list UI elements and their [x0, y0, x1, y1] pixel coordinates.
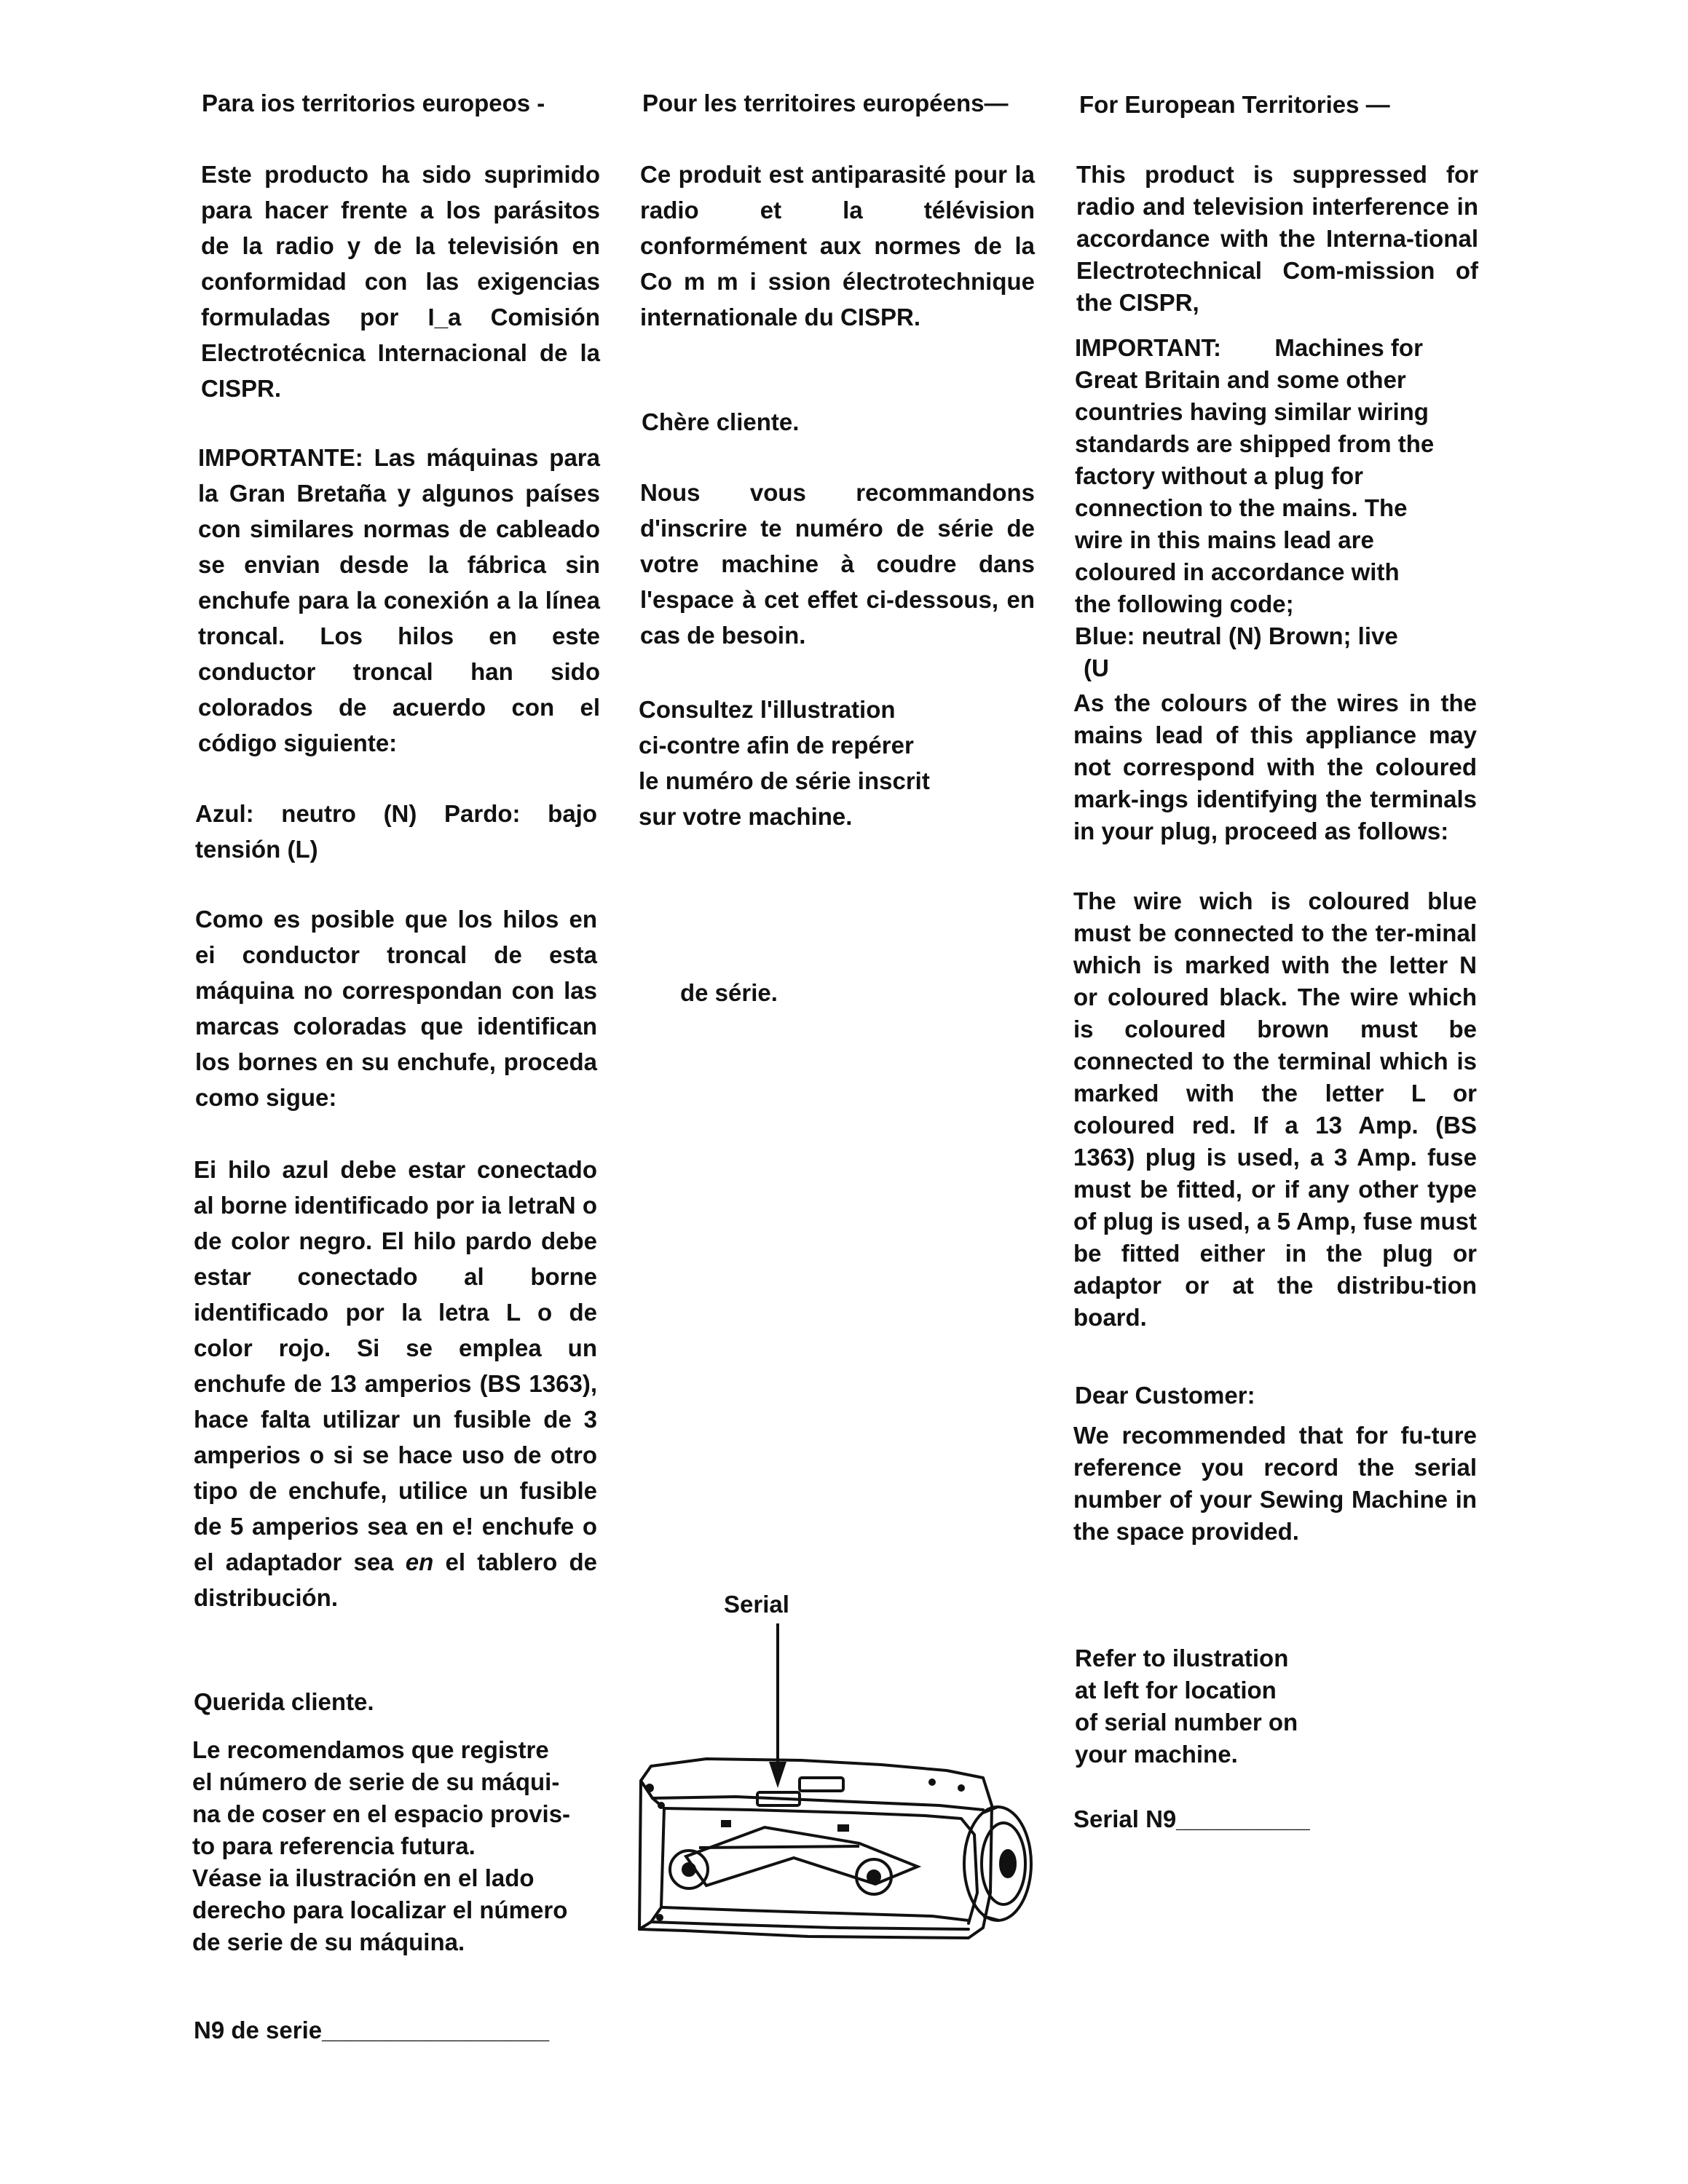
- english-refer-line: of serial number on: [1075, 1709, 1298, 1736]
- spanish-important-paragraph: IMPORTANTE: Las máquinas para la Gran Bretaña y algunos países con similares normas de cableado se envian desde la fábrica sin enchufe para la conexión a la línea troncal. Los hilos en este conductor troncal han sido colorados de acuerdo con el código siguiente:: [198, 444, 600, 756]
- english-dear-customer: Dear Customer:: [1075, 1382, 1255, 1409]
- spanish-record-line: Véase ia ilustración en el lado: [192, 1864, 535, 1891]
- english-refer-paragraph: [1075, 1642, 1298, 1770]
- english-important-line: standards are shipped from the: [1075, 430, 1435, 457]
- spanish-as-colours-paragraph: Como es posible que los hilos en ei conductor troncal de esta máquina no correspondan con las marcas coloradas que identifican los bornes en su enchufe, proceda como sigue:: [195, 906, 597, 1111]
- serial-pointer-arrow: [769, 1623, 786, 1788]
- spanish-colour-code: Azul: neutro (N) Pardo: bajo tensión (L): [195, 800, 597, 863]
- spanish-record-line: derecho para localizar el número: [192, 1896, 568, 1923]
- english-important-line: wire in this mains lead are: [1075, 526, 1374, 553]
- spanish-heading: Para ios territorios europeos -: [202, 90, 545, 116]
- french-record-paragraph: Nous vous recommandons d'inscrire te numéro de série de votre machine à coudre dans l'espace à cet effet ci-dessous, en cas de besoin.: [640, 479, 1035, 649]
- french-refer-line: sur votre machine.: [639, 803, 853, 830]
- french-refer-line: ci-contre afin de repérer: [639, 732, 914, 759]
- spanish-dear-customer: Querida cliente.: [194, 1688, 374, 1715]
- english-important-line: connection to the mains. The: [1075, 494, 1408, 521]
- serial-label: Serial: [724, 1591, 789, 1618]
- spanish-wiring-text-a: Ei hilo azul debe estar conectado al borne identificado por ia letraN o de color negro. El hilo pardo debe estar conectado al borne identificado por la letra L o de color rojo. Si se emplea un enchufe de 13 amperios (BS 1363), hace falta utilizar un fusible de 3 amperios o si se hace uso de otro tipo de enchufe, utilice un fusible de 5 amperios sea en e! enchufe o el adaptador sea: [194, 1156, 597, 1575]
- spanish-record-paragraph: [192, 1734, 570, 1958]
- spanish-record-line: na de coser en el espacio provis-: [192, 1800, 571, 1827]
- french-refer-paragraph: [639, 692, 930, 834]
- french-dear-customer: Chère cliente.: [642, 408, 800, 435]
- english-important-line: the following code;: [1075, 590, 1294, 617]
- sewing-machine-illustration: [619, 1587, 1041, 1966]
- english-important-line: IMPORTANT: Machines for: [1075, 334, 1423, 361]
- english-important-line: countries having similar wiring: [1075, 398, 1429, 425]
- english-refer-line: Refer to ilustration: [1075, 1645, 1289, 1671]
- spanish-record-line: Le recomendamos que registre: [192, 1736, 549, 1763]
- english-serial-number-field: Serial N9__________: [1073, 1805, 1310, 1832]
- spanish-wiring-emphasis: en: [405, 1548, 434, 1575]
- english-important-line: coloured in accordance with: [1075, 558, 1400, 585]
- english-wiring-paragraph: The wire wich is coloured blue must be connected to the ter-minal which is marked with the letter N or coloured black. The wire which is coloured brown must be connected to the terminal which is marked with the letter L or coloured red. If a 13 Amp. (BS 1363) plug is used, a 3 Amp. fuse must be fitted, or if any other type of plug is used, a 5 Amp, fuse must be fitted either in the plug or adaptor or at the distribu-tion board.: [1073, 887, 1477, 1331]
- english-important-line: factory without a plug for: [1075, 462, 1363, 489]
- spanish-wiring-text-b: el tablero de distribución.: [194, 1548, 597, 1611]
- english-important-line: Great Britain and some other: [1075, 366, 1406, 393]
- english-record-paragraph: We recommended that for fu-ture reference you record the serial number of your Sewing Machine in the space provided.: [1073, 1422, 1477, 1545]
- french-refer-line: Consultez l'illustration: [639, 696, 896, 723]
- handwheel: [964, 1807, 1031, 1920]
- spanish-record-line: el número de serie de su máqui-: [192, 1768, 560, 1795]
- english-as-colours-paragraph: As the colours of the wires in the mains lead of this appliance may not correspond with the coloured mark-ings identifying the terminals in your plug, proceed as follows:: [1073, 689, 1477, 844]
- spanish-record-line: to para referencia futura.: [192, 1832, 476, 1859]
- english-suppression-paragraph: This product is suppressed for radio and television interference in accordance with the Interna-tional Electrotechnical Com-mission of the CISPR,: [1076, 161, 1478, 316]
- spanish-record-line: de serie de su máquina.: [192, 1928, 465, 1955]
- english-important-paragraph: [1075, 332, 1434, 684]
- french-heading: Pour les territoires européens—: [642, 90, 1009, 116]
- sewing-machine-body: [639, 1759, 992, 1938]
- english-refer-line: your machine.: [1075, 1741, 1238, 1768]
- english-important-line: Blue: neutral (N) Brown; live: [1075, 622, 1398, 649]
- spanish-serial-number-field: N9 de serie_________________: [194, 2017, 550, 2043]
- english-heading: For European Territories —: [1079, 91, 1390, 118]
- spanish-suppression-paragraph: Este producto ha sido suprimido para hacer frente a los parásitos de la radio y de la televisión en conformidad con las exigencias formuladas por I_a Comisión Electrotécnica Internacional de la CISPR.: [201, 161, 600, 402]
- english-refer-line: at left for location: [1075, 1677, 1277, 1704]
- spanish-wiring-paragraph: [194, 1152, 597, 1615]
- french-serie-label: de série.: [680, 979, 778, 1006]
- french-refer-line: le numéro de série inscrit: [639, 767, 930, 794]
- drive-belt-arm: [670, 1827, 918, 1894]
- french-suppression-paragraph: Ce produit est antiparasité pour la radio et la télévision conformément aux normes de la Co m m i ssion électrotechnique internationale du CISPR.: [640, 161, 1035, 331]
- english-important-line: (U: [1084, 654, 1109, 681]
